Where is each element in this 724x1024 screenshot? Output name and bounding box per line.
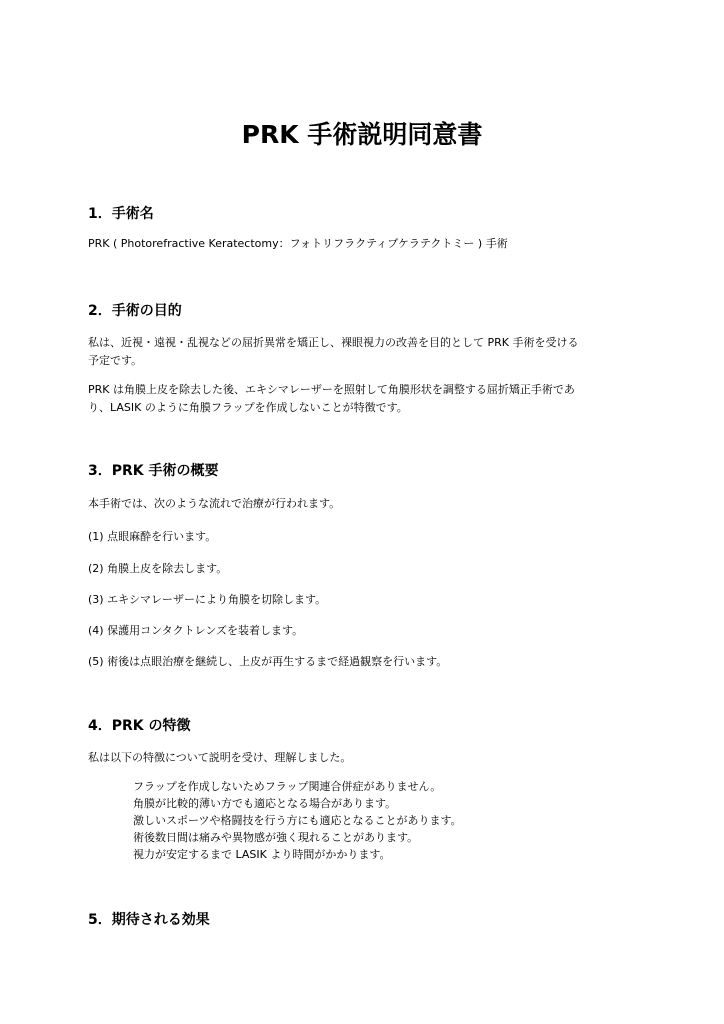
section-surgery-name-body xyxy=(88,235,648,253)
section-heading: 1．手術名 xyxy=(88,206,154,222)
step-item: (4) 保護用コンタクトレンズを装着します。 xyxy=(88,624,304,637)
section-heading: 2．手術の目的 xyxy=(88,303,182,319)
step-item: (5) 術後は点眼治療を継続し、上皮が再生するまで経過観察を行います。 xyxy=(88,655,448,668)
step-item: (2) 角膜上皮を除去します。 xyxy=(88,562,228,575)
paragraph: 本手術では、次のような流れで治療が行われます。 xyxy=(88,497,341,510)
overview-step-5 xyxy=(88,653,648,671)
list-item: 視力が安定するまで LASIK より時間がかかります。 xyxy=(133,848,391,861)
section-purpose-body-2 xyxy=(88,381,648,417)
overview-step-1 xyxy=(88,528,648,546)
list-item: 激しいスポーツや格闘技を行う方にも適応となることがあります。 xyxy=(133,814,462,827)
document-title: PRK 手術説明同意書 xyxy=(241,120,483,149)
section-features xyxy=(88,716,648,736)
features-list xyxy=(133,778,462,863)
paragraph-line: 私は、近視・遠視・乱視などの屈折異常を矯正し、裸眼視力の改善を目的として PRK 手術を受ける xyxy=(88,336,579,349)
overview-step-4 xyxy=(88,622,648,640)
overview-step-2 xyxy=(88,560,648,578)
paragraph-line: り、LASIK のように角膜フラップを作成しないことが特徴です。 xyxy=(88,401,408,414)
features-intro xyxy=(88,749,648,767)
paragraph-line: PRK は角膜上皮を除去した後、エキシマレーザーを照射して角膜形状を調整する屈折矯正手術であ xyxy=(88,383,575,396)
section-expected-effects xyxy=(88,910,648,930)
section-purpose-body-1 xyxy=(88,334,648,370)
overview-intro xyxy=(88,495,648,513)
overview-step-3 xyxy=(88,591,648,609)
paragraph: PRK ( Photorefractive Keratectomy：フォトリフラクティブケラテクトミー ) 手術 xyxy=(88,237,508,250)
paragraph-line: 予定です。 xyxy=(88,354,143,367)
section-heading: 3．PRK 手術の概要 xyxy=(88,463,219,479)
list-item: 角膜が比較的薄い方でも適応となる場合があります。 xyxy=(133,797,397,810)
step-item: (3) エキシマレーザーにより角膜を切除します。 xyxy=(88,593,327,606)
section-heading: 4．PRK の特徴 xyxy=(88,718,191,734)
step-item: (1) 点眼麻酔を行います。 xyxy=(88,530,217,543)
list-item: 術後数日間は痛みや異物感が強く現れることがあります。 xyxy=(133,831,419,844)
list-item: フラップを作成しないためフラップ関連合併症がありません。 xyxy=(133,780,442,793)
paragraph: 私は以下の特徴について説明を受け、理解しました。 xyxy=(88,751,352,764)
section-overview xyxy=(88,461,648,481)
section-surgery-name xyxy=(88,204,648,224)
section-heading: 5．期待される効果 xyxy=(88,912,210,928)
section-purpose xyxy=(88,301,648,321)
